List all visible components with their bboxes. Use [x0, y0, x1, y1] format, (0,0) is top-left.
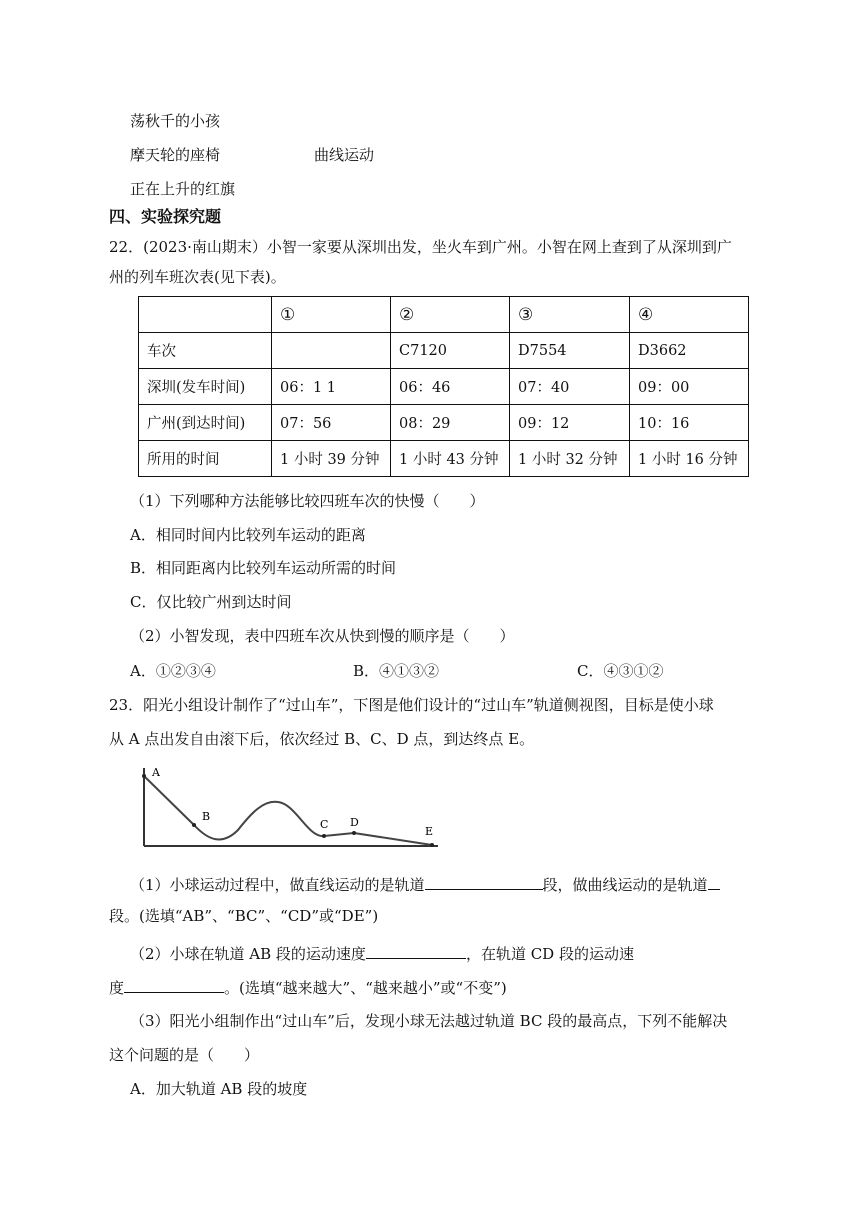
q23-sub3-option-a: A．加大轨道 AB 段的坡度 — [130, 1080, 308, 1098]
section-title: 四、实验探究题 — [109, 207, 222, 226]
point-c-marker — [322, 834, 326, 838]
table-cell — [272, 333, 391, 369]
table-cell: 广州(到达时间) — [139, 405, 272, 441]
point-a-label: A — [152, 766, 160, 779]
point-c-label: C — [320, 818, 329, 831]
table-row — [139, 333, 749, 369]
table-row — [139, 405, 749, 441]
roller-coaster-track-figure — [138, 760, 448, 856]
point-b-label: B — [202, 810, 211, 823]
table-cell — [139, 297, 272, 333]
table-cell: 06：46 — [391, 369, 510, 405]
q23-sub2-line2 — [109, 976, 507, 998]
q23-sub3-line1: （3）阳光小组制作出“过山车”后，发现小球无法越过轨道 BC 段的最高点，下列不能解决 — [130, 1012, 728, 1030]
q23-sub1-line1 — [130, 873, 720, 895]
table-cell: 10：16 — [630, 405, 749, 441]
answer-blank-straight[interactable] — [425, 873, 543, 890]
table-cell: 1 小时 39 分钟 — [272, 441, 391, 477]
table-cell: 车次 — [139, 333, 272, 369]
table-cell: ② — [391, 297, 510, 333]
point-e-label: E — [425, 825, 434, 838]
table-cell: 所用的时间 — [139, 441, 272, 477]
prev-item-1: 荡秋千的小孩 — [130, 112, 221, 130]
table-cell: C7120 — [391, 333, 510, 369]
q23-sub2-text-b: ，在轨道 CD 段的运动速 — [465, 945, 634, 963]
point-b-marker — [192, 823, 196, 827]
q22-sub2-option-a: A．①②③④ — [130, 662, 216, 680]
q22-sub1-option-a: A．相同时间内比较列车运动的距离 — [130, 526, 366, 544]
table-row — [139, 441, 749, 477]
q23-stem-line1: 23．阳光小组设计制作了“过山车”，下图是他们设计的“过山车”轨道侧视图，目标是使小球 — [109, 696, 714, 714]
table-header-row — [139, 297, 749, 333]
table-cell: D7554 — [510, 333, 630, 369]
q22-sub1-option-b: B．相同距离内比较列车运动所需的时间 — [130, 559, 397, 577]
point-a-marker — [142, 774, 146, 778]
table-cell: 深圳(发车时间) — [139, 369, 272, 405]
table-cell: 07：40 — [510, 369, 630, 405]
q22-stem-line1: 22．(2023·南山期末）小智一家要从深圳出发，坐火车到广州。小智在网上查到了从深圳到广 — [109, 238, 732, 256]
prev-item-2-match: 曲线运动 — [314, 146, 375, 164]
prev-item-3: 正在上升的红旗 — [130, 180, 236, 198]
table-cell: 09：00 — [630, 369, 749, 405]
train-schedule-table — [138, 296, 749, 477]
track-curve — [144, 776, 432, 845]
point-d-label: D — [350, 816, 359, 829]
answer-blank-ab-speed[interactable] — [366, 942, 466, 959]
q23-stem-line2: 从 A 点出发自由滚下后，依次经过 B、C、D 点，到达终点 E。 — [109, 730, 535, 748]
table-cell: 07：56 — [272, 405, 391, 441]
q22-sub2-option-b: B．④①③② — [353, 662, 440, 680]
prev-item-2: 摩天轮的座椅 — [130, 146, 221, 164]
answer-blank-curve[interactable] — [708, 873, 720, 890]
q23-sub1-text-b: 段，做曲线运动的是轨道 — [542, 876, 708, 894]
q22-sub2: （2）小智发现，表中四班车次从快到慢的顺序是（ ） — [130, 627, 515, 645]
q22-sub1-option-c: C．仅比较广州到达时间 — [130, 593, 292, 611]
table-cell: ① — [272, 297, 391, 333]
q22-sub1: （1）下列哪种方法能够比较四班车次的快慢（ ） — [130, 492, 485, 510]
table-row — [139, 369, 749, 405]
point-e-marker — [430, 843, 434, 847]
table-cell: ④ — [630, 297, 749, 333]
table-cell: ③ — [510, 297, 630, 333]
q22-sub2-option-c: C．④③①② — [577, 662, 664, 680]
point-d-marker — [352, 831, 356, 835]
table-cell: 1 小时 32 分钟 — [510, 441, 630, 477]
q23-sub3-line2: 这个问题的是（ ） — [109, 1046, 260, 1064]
q23-sub2-text-c: 度 — [109, 979, 125, 997]
table-cell: 08：29 — [391, 405, 510, 441]
table-cell: 1 小时 43 分钟 — [391, 441, 510, 477]
table-cell: D3662 — [630, 333, 749, 369]
table-cell: 1 小时 16 分钟 — [630, 441, 749, 477]
table-cell: 06：1 1 — [272, 369, 391, 405]
q22-stem-line2: 州的列车班次表(见下表)。 — [109, 268, 286, 286]
q23-sub2-text-d: 。(选填“越来越大”、“越来越小”或“不变”) — [224, 979, 507, 997]
table-cell: 09：12 — [510, 405, 630, 441]
q23-sub2-text-a: （2）小球在轨道 AB 段的运动速度 — [130, 945, 366, 963]
q23-sub2-line1 — [130, 942, 634, 964]
q23-sub1-text-c: 段。(选填“AB”、“BC”、“CD”或“DE”) — [109, 907, 379, 925]
answer-blank-cd-speed[interactable] — [124, 976, 224, 993]
q23-sub1-text-a: （1）小球运动过程中，做直线运动的是轨道 — [130, 876, 425, 894]
